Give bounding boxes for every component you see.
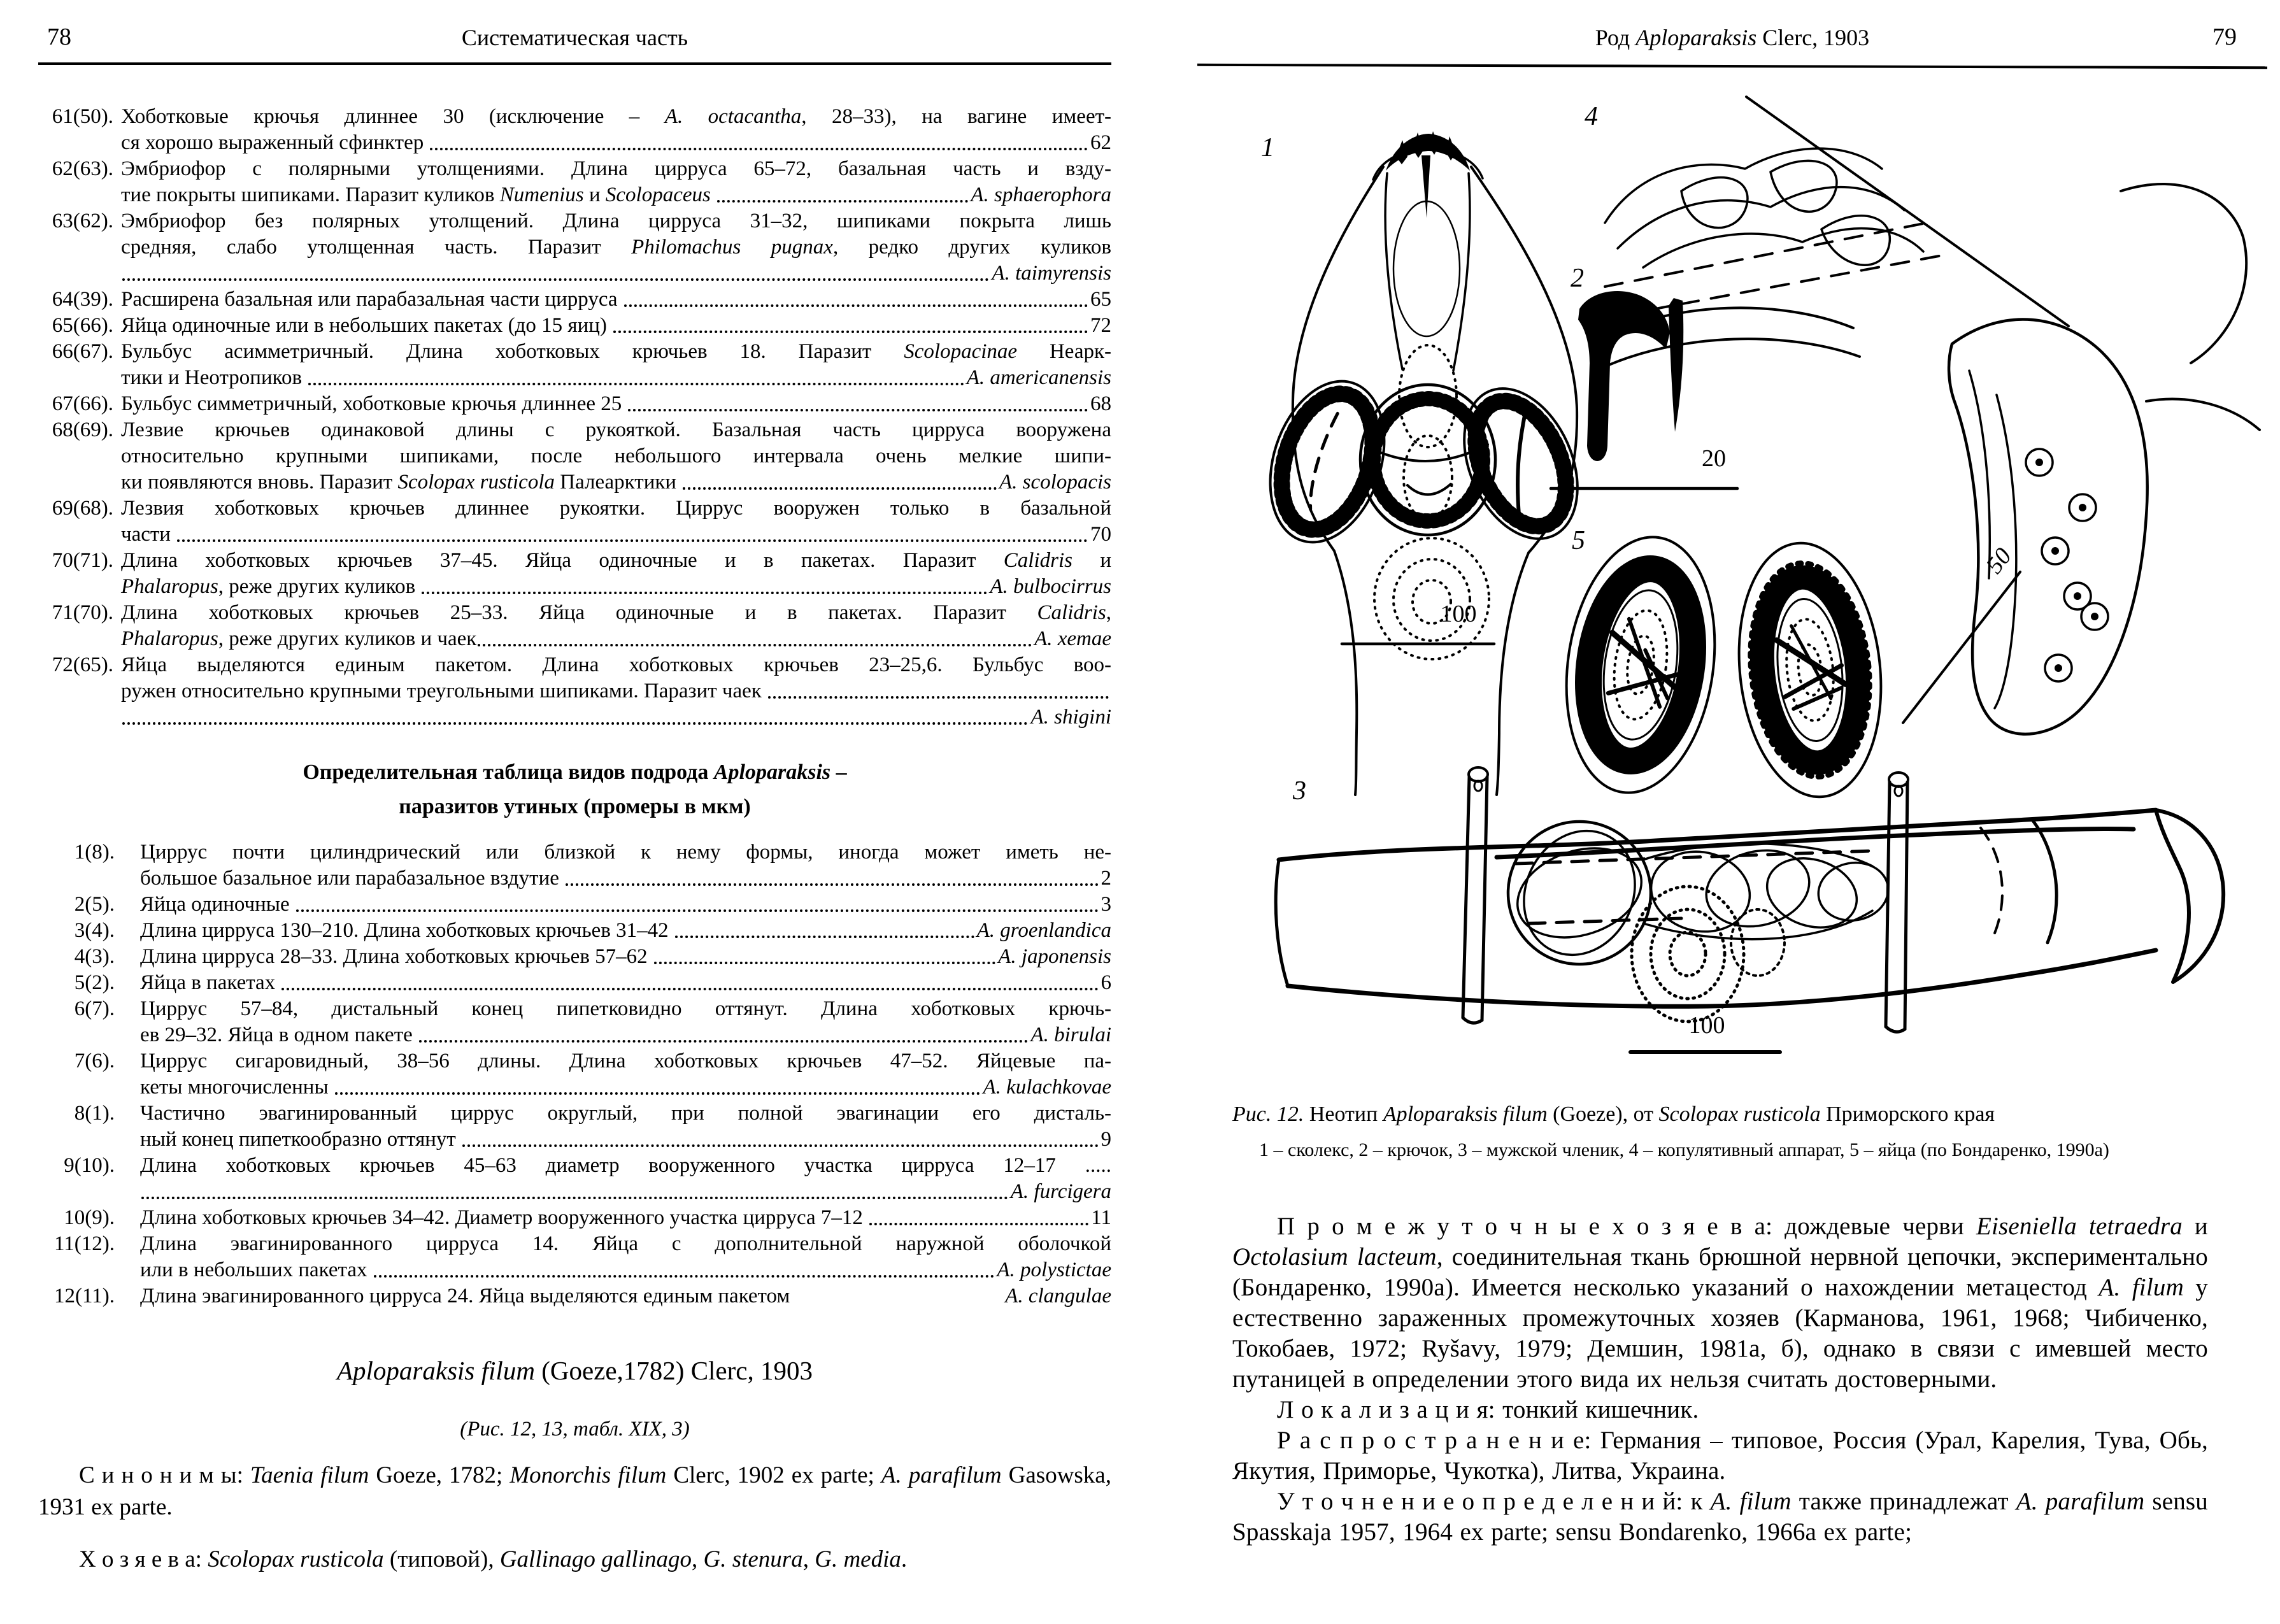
dot-leader — [177, 539, 1088, 542]
key-entry — [38, 944, 1111, 970]
key-entry — [38, 1231, 1111, 1283]
key-entry-result: A. americanensis — [966, 366, 1111, 389]
scale-value-hook: 20 — [1702, 445, 1726, 472]
dot-leader — [308, 383, 964, 385]
key-entry-result: A. taimyrensis — [992, 262, 1111, 285]
key-entry-line: Длина эвагинированного цирруса 24. Яйца выделяются единым пакетом A. clangulae — [140, 1283, 1111, 1309]
key-entry — [38, 996, 1111, 1048]
key-entry-result: A. kulachkovae — [983, 1076, 1111, 1099]
dot-leader — [768, 696, 1109, 699]
key-entry — [38, 417, 1111, 495]
key-entry — [38, 391, 1111, 417]
key-entry-result: 6 — [1101, 971, 1111, 994]
egg-right — [1727, 536, 1893, 804]
key-entry-line: Лезвие крючьев одинаковой длины с рукояткой. Базальная часть цирруса вооружена — [121, 418, 1111, 441]
key-entry — [38, 970, 1111, 996]
key-entry-result: A. furcigera — [1010, 1180, 1111, 1203]
body-text — [1232, 1211, 2208, 1548]
key-entry-result: A. sphaerophora — [971, 183, 1111, 206]
subgenus-key-title — [38, 755, 1111, 824]
key-entry-line: Циррус 57–84, дистальный конец пипетковидно оттянут. Длина хоботковых крючь- — [140, 997, 1111, 1020]
key-entry-number: 12(11). — [53, 1285, 115, 1307]
page-number-left: 78 — [47, 24, 71, 50]
key-entry-line — [121, 704, 1111, 730]
key-entry-line: тики и Неотропиков A. americanensis — [121, 365, 1111, 391]
key-entry-number: 10(9). — [64, 1206, 115, 1229]
key-entry — [38, 313, 1111, 339]
key-entry-number: 72(65). — [52, 653, 113, 676]
key-entry-line: относительно крупными шипиками, после небольшого интервала очень мелкие шипи- — [121, 445, 1111, 467]
identification-key-1-12 — [38, 839, 1111, 1309]
synonyms-paragraph: С и н о н и м ы: Taenia filum Goeze, 1782; Monorchis filum Clerc, 1902 ex parte; A. parafilum Gasowska, 1931 ex parte. — [38, 1462, 1111, 1520]
figure-12-plate — [1197, 96, 2267, 1076]
key-entry-number: 62(63). — [52, 157, 113, 180]
key-entry — [38, 1205, 1111, 1231]
key-entry-result: A. clangulae — [1005, 1285, 1111, 1307]
eggs-drawing — [1551, 526, 1893, 804]
scolex-drawing — [1251, 131, 1600, 795]
key-entry-result: 9 — [1101, 1128, 1111, 1151]
hosts-paragraph: Х о з я е в а: Scolopax rusticola (типовой), Gallinago gallinago, G. stenura, G. media. — [79, 1546, 908, 1572]
page-right — [1197, 0, 2267, 1624]
dot-leader — [122, 722, 1028, 725]
dot-leader — [654, 962, 995, 964]
identification-key-61-72 — [38, 104, 1111, 730]
key-entry-number: 11(12). — [53, 1232, 115, 1255]
key-entry-line: Бульбус асимметричный. Длина хоботковых крючьев 18. Паразит Scolopacinae Неарк- — [121, 340, 1111, 363]
key-entry-line: тие покрыты шипиками. Паразит куликов Numenius и Scolopaceus A. sphaerophora — [121, 182, 1111, 208]
key-entry-number: 3(4). — [74, 919, 115, 942]
dot-leader — [374, 1275, 995, 1278]
key-entry-line: ружен относительно крупными треугольными шипиками. Паразит чаек — [121, 678, 1111, 704]
key-entry-result: 2 — [1101, 867, 1111, 890]
key-entry-result: A. polystictae — [997, 1258, 1111, 1281]
dot-leader — [869, 1223, 1088, 1225]
key-entry-line: Яйца одиночные 3 — [140, 892, 1111, 918]
text-paragraph: У т о ч н е н и е о п р е д е л е н и й: к A. filum также принадлежат A. parafilum sensu Spasskaja 1957, 1964 ex parte; sensu Bondarenko, 1966a ex parte; — [1232, 1488, 2209, 1546]
cirrus-spine-circles — [2026, 449, 2108, 681]
key-entry-number: 64(39). — [52, 288, 113, 311]
key-entry-line: Длина хоботковых крючьев 25–33. Яйца одиночные и в пакетах. Паразит Calidris, — [121, 601, 1111, 624]
dot-leader — [296, 909, 1099, 912]
key-entry-number: 68(69). — [52, 418, 113, 441]
text-paragraph: П р о м е ж у т о ч н ы е х о з я е в а: дождевые черви Eiseniella tetraedra и Octolasium lacteum, соединительная ткань брюшной нервной цепочки, экспериментально (Бондаренко, 1990а). Имеется несколько указаний о нахождении метацестод A. filum у естественно зараженных промежуточных хозяев (Карманова, 1961, 1968; Чибиченко, Токобаев, 1972; Ryšavy, 1979; Демшин, 1981а, б), однако в связи с имевшей место путаницей в определении этого вида их нельзя считать достоверными. — [1232, 1213, 2209, 1393]
dot-leader — [675, 936, 974, 938]
key-entry-number: 4(3). — [74, 945, 115, 968]
figure-part-label-4: 4 — [1585, 102, 1598, 131]
dot-leader — [624, 304, 1088, 307]
scale-value-apparatus: 50 — [1981, 543, 2017, 579]
species-figure-reference: (Рис. 12, 13, табл. XIX, 3) — [460, 1418, 690, 1441]
key-entry — [38, 1100, 1111, 1153]
key-entry — [38, 600, 1111, 652]
key-entry-line: Циррус почти цилиндрический или близкой к нему формы, иногда может иметь не- — [140, 841, 1111, 864]
key-entry-result: 65 — [1090, 288, 1111, 311]
header-rule-right — [1197, 64, 2267, 69]
key-entry-result: A. japonensis — [998, 945, 1111, 968]
key-entry-line: Длина эвагинированного цирруса 14. Яйца с дополнительной наружной оболочкой — [140, 1232, 1111, 1255]
key-entry-number: 8(1). — [74, 1102, 115, 1125]
key-entry-result: A. bulbocirrus — [990, 575, 1111, 598]
key-entry-line — [121, 260, 1111, 287]
key-entry-line: кеты многочисленны A. kulachkovae — [140, 1074, 1111, 1100]
scale-value-scolex: 100 — [1440, 601, 1477, 627]
key-entry — [38, 892, 1111, 918]
key-entry-number: 70(71). — [52, 549, 113, 572]
dot-leader — [628, 409, 1088, 411]
male-proglottid-drawing — [1276, 767, 2223, 1052]
page-left — [38, 0, 1111, 1624]
key-entry — [38, 1153, 1111, 1205]
dot-leader — [430, 148, 1088, 150]
key-entry-result: A. groenlandica — [976, 919, 1111, 942]
key-entry-result: 62 — [1090, 131, 1111, 154]
dot-leader — [141, 1197, 1008, 1199]
dot-leader — [683, 487, 997, 490]
key-entry-line: части 70 — [121, 522, 1111, 548]
key-entry-line: Хоботковые крючья длиннее 30 (исключение – A. octacantha, 28–33), на вагине имеет- — [121, 105, 1112, 128]
scale-value-proglottid: 100 — [1688, 1012, 1725, 1039]
figure-caption-main: Рис. 12. Неотип Aploparaksis filum (Goeze), от Scolopax rusticola Приморского края — [1232, 1102, 1995, 1126]
key-entry-line: Циррус сигаровидный, 38–56 длины. Длина хоботковых крючьев 47–52. Яйцевые па- — [140, 1050, 1111, 1072]
page-number-right: 79 — [2212, 24, 2237, 50]
key-entry-result: 3 — [1101, 893, 1111, 916]
dot-leader — [422, 592, 987, 594]
key-entry-line: или в небольших пакетах A. polystictae — [140, 1257, 1111, 1283]
key-entry-number: 71(70). — [52, 601, 113, 624]
key-entry-number: 6(7). — [74, 997, 115, 1020]
species-heading: Aploparaksis filum (Goeze,1782) Clerc, 1903 — [337, 1356, 813, 1385]
key-entry — [38, 208, 1111, 287]
key-entry-line: Яйца одиночные или в небольших пакетах (до 15 яиц) 72 — [121, 313, 1111, 339]
key-entry — [38, 548, 1111, 600]
key-entry — [38, 652, 1111, 730]
key-entry — [38, 287, 1111, 313]
key-entry-line: Длина цирруса 28–33. Длина хоботковых крючьев 57–62 A. japonensis — [140, 944, 1111, 970]
text-paragraph: Р а с п р о с т р а н е н и е: Германия – типовое, Россия (Урал, Карелия, Тува, Обь, Якутия, Приморье, Чукотка), Литва, Украина. — [1232, 1427, 2208, 1485]
running-title-left: Систематическая часть — [461, 25, 688, 50]
key-entry-number: 66(67). — [52, 340, 113, 363]
egg-left — [1551, 527, 1730, 802]
key-entry — [38, 839, 1111, 892]
dot-leader — [462, 1144, 1098, 1147]
key-entry-line: Бульбус симметричный, хоботковые крючья длиннее 25 68 — [121, 391, 1111, 417]
key-entry-number: 61(50). — [52, 105, 113, 128]
key-entry-number: 2(5). — [74, 893, 115, 916]
key-entry-line: Лезвия хоботковых крючьев длиннее рукоятки. Циррус вооружен только в базальной — [121, 497, 1111, 520]
subgenus-key-title-line2: паразитов утиных (промеры в мкм) — [399, 795, 751, 818]
key-entry — [38, 156, 1111, 208]
figure-part-label-1: 1 — [1261, 133, 1274, 162]
key-entry-line: Яйца в пакетах 6 — [140, 970, 1111, 996]
key-entry-line: Расширена базальная или парабазальная части цирруса 65 — [121, 287, 1111, 313]
dot-leader — [478, 644, 1032, 646]
key-entry-line: Яйца выделяются единым пакетом. Длина хоботковых крючьев 23–25,6. Бульбус воо- — [121, 653, 1111, 676]
key-entry-result: A. xemae — [1034, 627, 1111, 650]
key-entry — [38, 495, 1111, 548]
key-entry-line: Длина цирруса 130–210. Длина хоботковых крючьев 31–42 A. groenlandica — [140, 918, 1111, 944]
key-entry-line: ся хорошо выраженный сфинктер 62 — [121, 130, 1111, 156]
key-entry-number: 63(62). — [52, 210, 113, 232]
key-entry-line: Эмбриофор с полярными утолщениями. Длина цирруса 65–72, базальная часть и взду- — [121, 157, 1111, 180]
key-entry-line: ки появляются вновь. Паразит Scolopax rusticola Палеарктики A. scolopacis — [121, 469, 1111, 495]
key-entry-number: 5(2). — [74, 971, 115, 994]
key-entry-line: средняя, слабо утолщенная часть. Паразит Philomachus pugnax, редко других куликов — [121, 236, 1112, 259]
key-entry-line: Phalaropus, реже других куликов и чаек A. xemae — [121, 626, 1111, 652]
key-entry-result: 70 — [1090, 523, 1111, 546]
dot-leader — [335, 1092, 981, 1095]
scale-leader-apparatus — [1903, 572, 2020, 723]
key-entry-line — [140, 1179, 1111, 1205]
key-entry-line: Длина хоботковых крючьев 34–42. Диаметр вооруженного участка цирруса 7–12 11 — [140, 1205, 1111, 1231]
key-entry-line: Эмбриофор без полярных утолщений. Длина цирруса 31–32, шипиками покрыта лишь — [121, 210, 1111, 232]
key-entry-number: 69(68). — [52, 497, 113, 520]
figure-caption-detail: 1 – сколекс, 2 – крючок, 3 – мужской членик, 4 – копулятивный аппарат, 5 – яйца (по Бондаренко, 1990а) — [1259, 1139, 2109, 1160]
text-paragraph: Л о к а л и з а ц и я: тонкий кишечник. — [1277, 1396, 1699, 1423]
dot-leader — [717, 200, 968, 203]
hook-drawing — [1551, 264, 1737, 488]
key-entry — [38, 1283, 1111, 1309]
figure-part-label-2: 2 — [1571, 264, 1584, 293]
key-entry-result: A. shigini — [1030, 706, 1111, 729]
header-rule-left — [38, 62, 1111, 65]
key-entry — [38, 339, 1111, 391]
subgenus-key-title-line1: Определительная таблица видов подрода Aploparaksis – — [303, 760, 847, 784]
key-entry — [38, 104, 1111, 156]
figure-part-label-3: 3 — [1293, 776, 1306, 806]
key-entry-line: Phalaropus, реже других куликов A. bulbocirrus — [121, 574, 1111, 600]
key-entry-result: 68 — [1090, 392, 1111, 415]
figure-part-label-5: 5 — [1572, 526, 1585, 555]
key-entry — [38, 1048, 1111, 1100]
dot-leader — [122, 278, 989, 281]
excretory-canal-left — [1463, 767, 1488, 1023]
key-entry-result: 11 — [1091, 1206, 1111, 1229]
key-entry-number: 9(10). — [64, 1154, 115, 1177]
key-entry-result: 72 — [1090, 314, 1111, 337]
key-entry-number: 65(66). — [52, 314, 113, 337]
key-entry-number: 67(66). — [52, 392, 113, 415]
key-entry-line: большое базальное или парабазальное вздутие 2 — [140, 865, 1111, 892]
key-entry-line: Длина хоботковых крючьев 37–45. Яйца одиночные и в пакетах. Паразит Calidris и — [121, 549, 1112, 572]
key-entry-line: Длина хоботковых крючьев 45–63 диаметр вооруженного участка цирруса 12–17 ..... — [140, 1154, 1111, 1177]
key-entry-number: 7(6). — [74, 1050, 115, 1072]
dot-leader — [419, 1040, 1028, 1043]
key-entry-line: ный конец пипеткообразно оттянут 9 — [140, 1127, 1111, 1153]
key-entry-number: 1(8). — [74, 841, 115, 864]
dot-leader — [281, 988, 1098, 990]
key-entry-result: A. scolopacis — [999, 471, 1111, 494]
key-entry — [38, 918, 1111, 944]
key-entry-result: A. birulai — [1030, 1023, 1111, 1046]
dot-leader — [613, 331, 1088, 333]
dot-leader — [566, 883, 1098, 886]
key-entry-line: Частично эвагинированный циррус округлый, при полной эвагинации его дисталь- — [140, 1102, 1111, 1125]
running-title-right: Род Aploparaksis Clerc, 1903 — [1595, 25, 1870, 50]
key-entry-line: ев 29–32. Яйца в одном пакете A. birulai — [140, 1022, 1111, 1048]
